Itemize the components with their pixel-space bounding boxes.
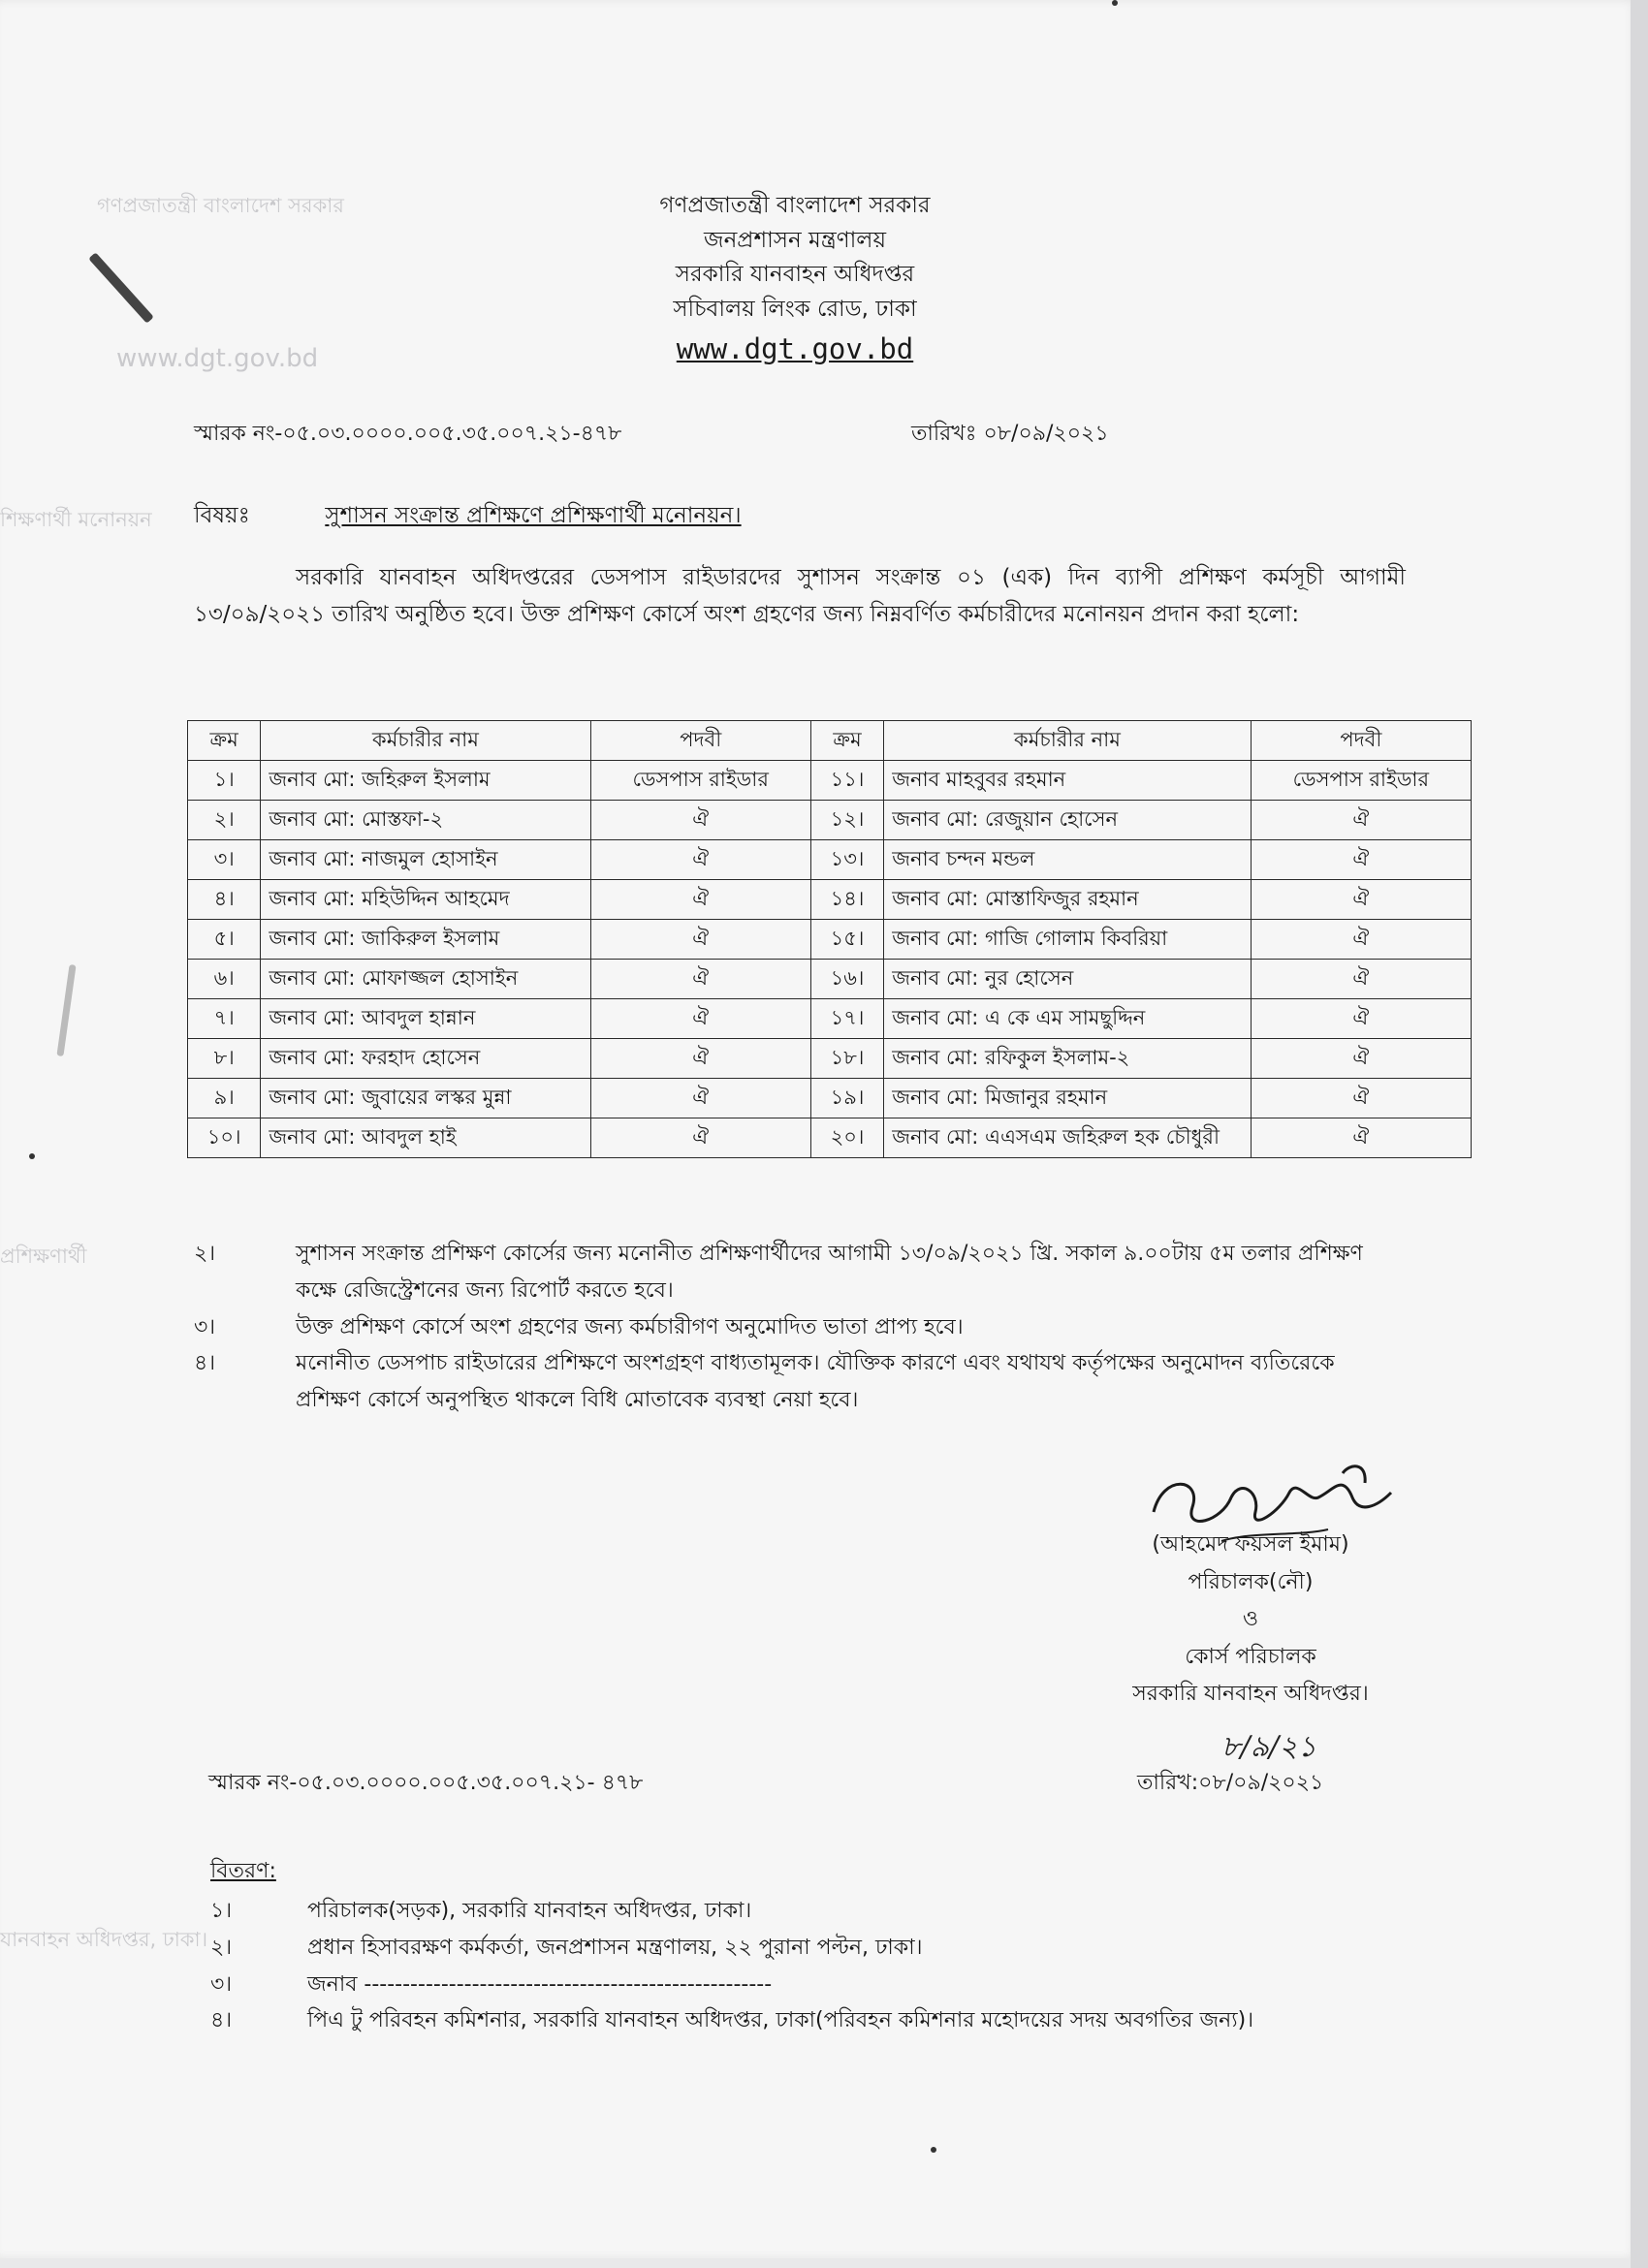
nominee-table (187, 720, 1472, 1158)
cell-serial: ১৫। (810, 920, 883, 960)
item-number: ২। (194, 1242, 216, 1266)
cell-serial: ৭। (188, 999, 261, 1039)
list-item (210, 1930, 1403, 1967)
signatory-name: (আহমেদ ফয়সল ইমাম) (1152, 1532, 1349, 1557)
signatory-and: ও (1242, 1607, 1259, 1631)
item-number: ৪। (210, 2008, 233, 2033)
table-row (188, 761, 1472, 801)
item-number: ২। (210, 1935, 233, 1960)
table-row (188, 1039, 1472, 1079)
col-serial: ক্রম (810, 721, 883, 761)
cell-serial: ৫। (188, 920, 261, 960)
item-number: ৩। (194, 1314, 216, 1339)
cell-name: জনাব মো: রেজুয়ান হোসেন (884, 801, 1252, 840)
table-row (188, 880, 1472, 920)
cell-serial: ৯। (188, 1079, 261, 1118)
col-name: কর্মচারীর নাম (884, 721, 1252, 761)
memo-reference: স্মারক নং-০৫.০৩.০০০০.০০৫.৩৫.০০৭.২১-৪৭৮ (194, 422, 622, 446)
cell-designation: ঐ (1251, 960, 1471, 999)
cell-name: জনাব মো: নুর হোসেন (884, 960, 1252, 999)
memo-date: তারিখঃ ০৮/০৯/২০২১ (911, 422, 1109, 446)
office-header (0, 189, 1590, 371)
item-number: ৪। (194, 1351, 216, 1376)
cell-designation: ঐ (590, 1079, 810, 1118)
signatory-office: সরকারি যানবাহন অধিদপ্তর। (1132, 1682, 1369, 1706)
cell-serial: ৪। (188, 880, 261, 920)
cell-name: জনাব মো: মোস্তাফিজুর রহমান (884, 880, 1252, 920)
item-text: জনাব ----------------------------------------------------- (307, 1971, 773, 1997)
cell-serial: ১৩। (810, 840, 883, 880)
cell-designation: ঐ (590, 960, 810, 999)
cell-name: জনাব মো: আবদুল হাই (261, 1118, 590, 1158)
staple-mark (56, 964, 76, 1056)
table-row (188, 840, 1472, 880)
bleed-through-text: গণপ্রজাতন্ত্রী বাংলাদেশ সরকার (97, 194, 344, 217)
table-row (188, 1079, 1472, 1118)
distribution-list (210, 1893, 1403, 2039)
cell-designation: ঐ (590, 1039, 810, 1079)
item-text: মনোনীত ডেসপাচ রাইডারের প্রশিক্ষণে অংশগ্রহণ বাধ্যতামূলক। যৌক্তিক কারণে এবং যথাযথ কর্তৃপক্ষের অনুমোদন ব্যতিরেকে প্রশিক্ষণ কোর্সে অনুপস্থিত থাকলে বিধি মোতাবেক ব্যবস্থা নেয়া হবে। (296, 1351, 1335, 1413)
cell-serial: ১৭। (810, 999, 883, 1039)
table-row (188, 920, 1472, 960)
cell-designation: ডেসপাস রাইডার (1251, 761, 1471, 801)
cell-serial: ৩। (188, 840, 261, 880)
cell-name: জনাব মো: জুবায়ের লস্কর মুন্না (261, 1079, 590, 1118)
header-ministry: জনপ্রশাসন মন্ত্রণালয় (704, 227, 886, 253)
cell-serial: ৮। (188, 1039, 261, 1079)
subject-text: সুশাসন সংক্রান্ত প্রশিক্ষণে প্রশিক্ষণার্থী মনোনয়ন। (325, 503, 742, 528)
item-number: ৩। (210, 1971, 233, 1997)
cell-designation: ঐ (590, 801, 810, 840)
ink-dot (29, 1153, 35, 1159)
cell-designation: ঐ (1251, 1079, 1471, 1118)
col-serial: ক্রম (188, 721, 261, 761)
table-row (188, 1118, 1472, 1158)
cell-serial: ২। (188, 801, 261, 840)
header-government: গণপ্রজাতন্ত্রী বাংলাদেশ সরকার (659, 193, 931, 218)
list-item (194, 1345, 1406, 1419)
item-text: পরিচালক(সড়ক), সরকারি যানবাহন অধিদপ্তর, ঢাকা। (307, 1899, 752, 1923)
ink-dot (931, 2147, 936, 2153)
cell-name: জনাব মো: এএসএম জহিরুল হক চৌধুরী (884, 1118, 1252, 1158)
item-text: পিএ টু পরিবহন কমিশনার, সরকারি যানবাহন অধিদপ্তর, ঢাকা(পরিবহন কমিশনার মহোদয়ের সদয় অবগতির জন্য)। (307, 2008, 1254, 2033)
signatory-block (1057, 1527, 1444, 1714)
cell-name: জনাব মো: নাজমুল হোসাইন (261, 840, 590, 880)
cell-name: জনাব মো: মোফাজ্জল হোসাইন (261, 960, 590, 999)
header-department: সরকারি যানবাহন অধিদপ্তর (675, 262, 915, 288)
cell-serial: ১২। (810, 801, 883, 840)
bleed-through-text: শিক্ষণার্থী মনোনয়ন (0, 508, 152, 531)
cell-serial: ১। (188, 761, 261, 801)
cell-designation: ঐ (1251, 1118, 1471, 1158)
cell-name: জনাব মো: মোস্তফা-২ (261, 801, 590, 840)
memo2-date: তারিখ:০৮/০৯/২০২১ (1137, 1771, 1324, 1795)
signatory-role: কোর্স পরিচালক (1185, 1644, 1316, 1669)
cell-designation: ঐ (1251, 920, 1471, 960)
cell-name: জনাব মাহবুবর রহমান (884, 761, 1252, 801)
bleed-through-url: www.dgt.gov.bd (116, 344, 319, 373)
item-text: সুশাসন সংক্রান্ত প্রশিক্ষণ কোর্সের জন্য মনোনীত প্রশিক্ষণার্থীদের আগামী ১৩/০৯/২০২১ খ্রি. সকাল ৯.০০টায় ৫ম তলার প্রশিক্ষণ কক্ষে রেজিস্ট্রেশনের জন্য রিপোর্ট করতে হবে। (296, 1242, 1363, 1303)
item-number: ১। (210, 1899, 233, 1923)
page-edge (1631, 0, 1648, 2268)
cell-serial: ১১। (810, 761, 883, 801)
cell-designation: ঐ (590, 920, 810, 960)
cell-designation: ঐ (1251, 801, 1471, 840)
cell-name: জনাব মো: গাজি গোলাম কিবরিয়া (884, 920, 1252, 960)
cell-serial: ২০। (810, 1118, 883, 1158)
col-name: কর্মচারীর নাম (261, 721, 590, 761)
cell-name: জনাব মো: রফিকুল ইসলাম-২ (884, 1039, 1252, 1079)
cell-name: জনাব মো: মিজানুর রহমান (884, 1079, 1252, 1118)
signatory-title: পরিচালক(নৌ) (1188, 1569, 1314, 1594)
cell-designation: ঐ (1251, 1039, 1471, 1079)
cell-name: জনাব মো: জহিরুল ইসলাম (261, 761, 590, 801)
bleed-through-text: প্রশিক্ষণার্থী (0, 1244, 87, 1268)
cell-serial: ১৬। (810, 960, 883, 999)
cell-serial: ১৯। (810, 1079, 883, 1118)
col-designation: পদবী (1251, 721, 1471, 761)
cell-name: জনাব মো: আবদুল হান্নান (261, 999, 590, 1039)
table-header-row (188, 721, 1472, 761)
subject-line (194, 497, 742, 535)
col-designation: পদবী (590, 721, 810, 761)
list-item (210, 1893, 1403, 1930)
cell-designation: ঐ (1251, 840, 1471, 880)
distribution-title: বিতরণ: (210, 1859, 276, 1883)
cell-designation: ঐ (590, 999, 810, 1039)
table-row (188, 801, 1472, 840)
cell-name: জনাব মো: মহিউদ্দিন আহমেদ (261, 880, 590, 920)
list-item (194, 1236, 1406, 1309)
cell-name: জনাব মো: জাকিরুল ইসলাম (261, 920, 590, 960)
table-row (188, 960, 1472, 999)
item-text: উক্ত প্রশিক্ষণ কোর্সে অংশ গ্রহণের জন্য কর্মচারীগণ অনুমোদিত ভাতা প্রাপ্য হবে। (296, 1314, 964, 1339)
cell-designation: ডেসপাস রাইডার (590, 761, 810, 801)
subject-label: বিষয়ঃ (194, 503, 250, 528)
instruction-list (194, 1236, 1406, 1419)
cell-designation: ঐ (590, 880, 810, 920)
cell-name: জনাব চন্দন মন্ডল (884, 840, 1252, 880)
cell-name: জনাব মো: এ কে এম সামছুদ্দিন (884, 999, 1252, 1039)
cell-name: জনাব মো: ফরহাদ হোসেন (261, 1039, 590, 1079)
cell-designation: ঐ (590, 840, 810, 880)
header-website: www.dgt.gov.bd (676, 331, 914, 365)
bleed-through-text: যানবাহন অধিদপ্তর, ঢাকা। (0, 1928, 208, 1951)
memo2-reference: স্মারক নং-০৫.০৩.০০০০.০০৫.৩৫.০০৭.২১- ৪৭৮ (208, 1771, 644, 1795)
ink-dot (1112, 0, 1118, 6)
list-item (210, 1967, 1403, 2003)
intro-paragraph: সরকারি যানবাহন অধিদপ্তরের ডেসপাস রাইডারদের সুশাসন সংক্রান্ত ০১ (এক) দিন ব্যাপী প্রশিক্ষণ কর্মসূচী আগামী ১৩/০৯/২০২১ তারিখ অনুষ্ঠিত হবে। উক্ত প্রশিক্ষণ কোর্সে অংশ গ্রহণের জন্য নিম্নবর্ণিত কর্মচারীদের মনোনয়ন প্রদান করা হলো: (194, 565, 1406, 627)
header-address: সচিবালয় লিংক রোড, ঢাকা (673, 296, 917, 322)
list-item (210, 2002, 1403, 2039)
cell-serial: ৬। (188, 960, 261, 999)
cell-serial: ১৮। (810, 1039, 883, 1079)
cell-serial: ১৪। (810, 880, 883, 920)
handwritten-date: ৮/৯/২১ (1221, 1730, 1317, 1764)
item-text: প্রধান হিসাবরক্ষণ কর্মকর্তা, জনপ্রশাসন মন্ত্রণালয়, ২২ পুরানা পল্টন, ঢাকা। (307, 1935, 923, 1960)
list-item (194, 1309, 1406, 1346)
cell-serial: ১০। (188, 1118, 261, 1158)
cell-designation: ঐ (1251, 880, 1471, 920)
table-row (188, 999, 1472, 1039)
cell-designation: ঐ (590, 1118, 810, 1158)
cell-designation: ঐ (1251, 999, 1471, 1039)
